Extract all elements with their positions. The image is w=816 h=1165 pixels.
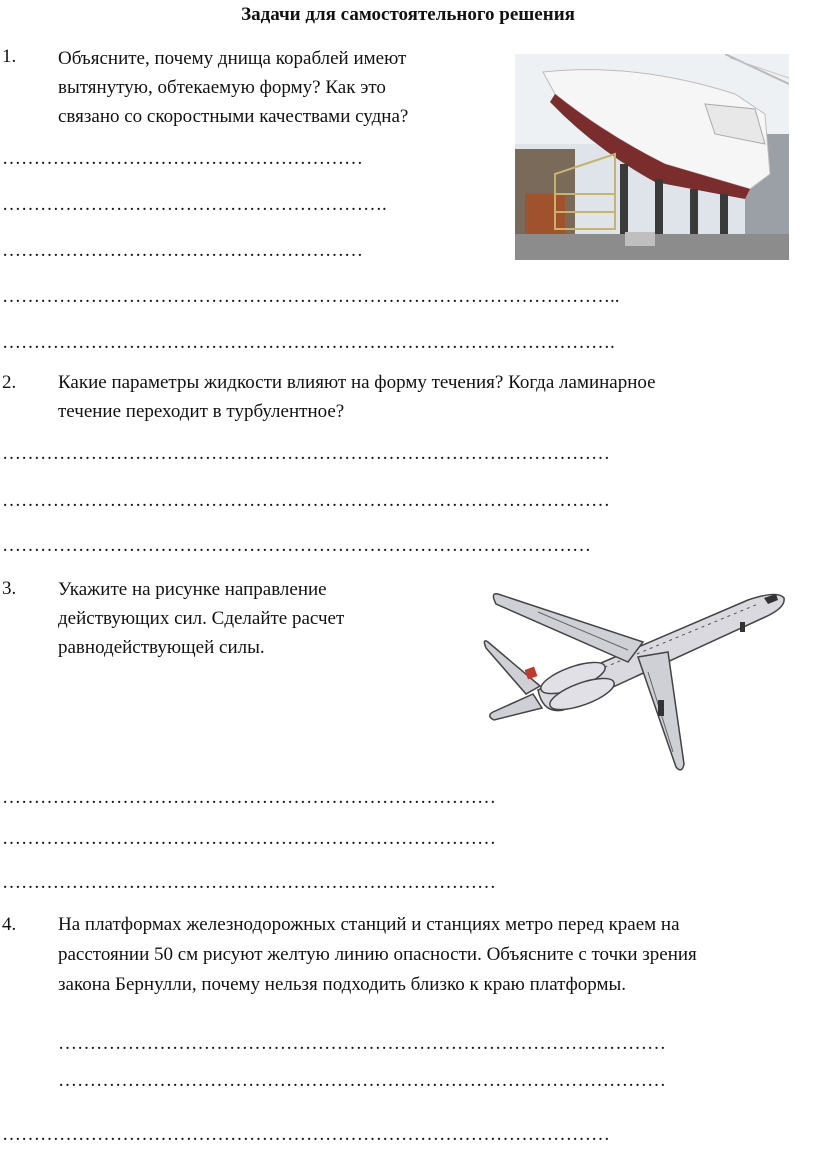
task-3-number: 3. — [2, 578, 17, 599]
answer-line: ………………………………………………… — [2, 240, 363, 261]
task-3-text — [58, 575, 344, 662]
task-1-text — [58, 44, 408, 131]
task-2-text — [58, 368, 656, 426]
task-2-number: 2. — [2, 372, 17, 393]
answer-line: …………………………………………………………………… — [2, 872, 496, 893]
task-1-number: 1. — [2, 46, 17, 67]
task-1-line: связано со скоростными качествами судна? — [58, 106, 409, 127]
task-2-line: Какие параметры жидкости влияют на форму течения? Когда ламинарное — [58, 372, 656, 393]
answer-line: ………………………………………………… — [2, 148, 363, 169]
answer-line: …………………………………………………………………… — [2, 787, 496, 808]
task-4-line: закона Бернулли, почему нельзя подходить близко к краю платформы. — [58, 974, 627, 995]
task-1-line: вытянутую, обтекаемую форму? Как это — [58, 77, 386, 98]
task-3-line: равнодействующей силы. — [58, 637, 265, 658]
answer-line: …………………………………………………………………… — [2, 828, 496, 849]
page-title: Задачи для самостоятельного решения — [241, 4, 575, 25]
answer-line: …………………………………………………………………………………….. — [2, 286, 620, 307]
answer-line: …………………………………………………………………………………… — [58, 1033, 666, 1054]
task-4-line: расстоянии 50 см рисуют желтую линию опасности. Объясните с точки зрения — [58, 944, 697, 965]
airplane-image — [478, 582, 790, 777]
ship-hull-image — [515, 54, 789, 260]
answer-line: …………………………………………………………………………………… — [58, 1070, 666, 1091]
task-1-line: Объясните, почему днища кораблей имеют — [58, 48, 407, 69]
answer-line: …………………………………………………………………………………… — [2, 490, 610, 511]
task-2-line: течение переходит в турбулентное? — [58, 401, 345, 422]
answer-line: ……………………………………………………………………………………. — [2, 332, 615, 353]
answer-line: ………………………………………………………………………………… — [2, 535, 591, 556]
task-4-line: На платформах железнодорожных станций и станциях метро перед краем на — [58, 914, 680, 935]
answer-line: …………………………………………………………………………………… — [2, 1124, 610, 1145]
task-4-number: 4. — [2, 914, 17, 935]
answer-line: ……………………………………………………. — [2, 194, 387, 215]
answer-line: …………………………………………………………………………………… — [2, 443, 610, 464]
task-3-line: действующих сил. Сделайте расчет — [58, 608, 345, 629]
task-4-text — [58, 910, 697, 1000]
task-3-line: Укажите на рисунке направление — [58, 579, 327, 600]
